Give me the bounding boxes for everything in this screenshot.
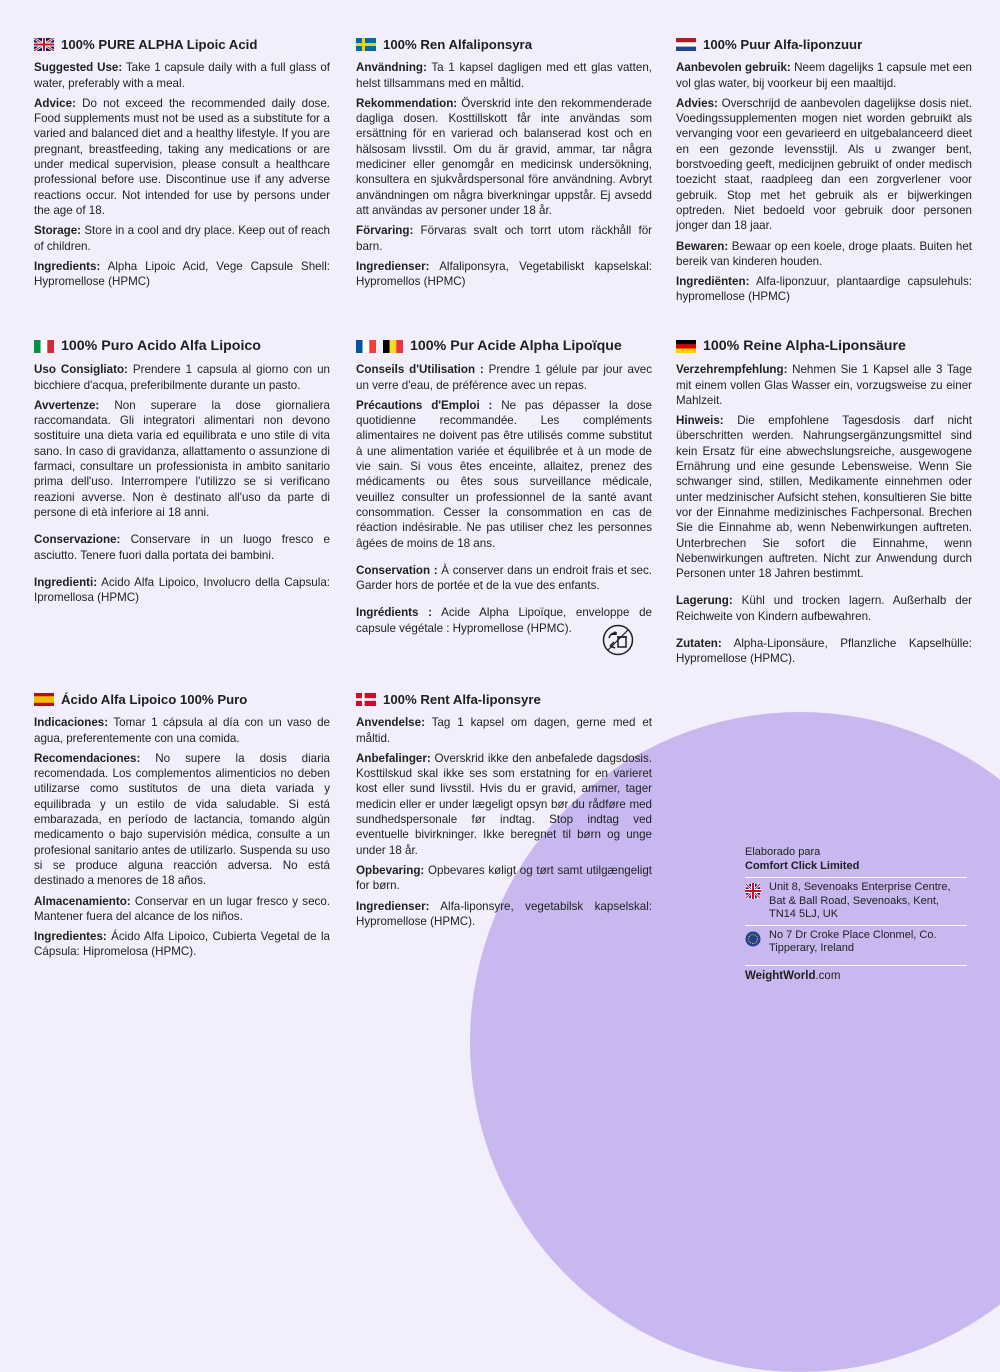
recycle-bin-icon — [602, 624, 634, 656]
section-en — [34, 37, 330, 294]
section-title: 100% Puro Acido Alfa Lipoico — [61, 338, 261, 354]
paragraph-label: Förvaring: — [356, 224, 414, 238]
paragraph-label: Ingredienser: — [356, 259, 430, 273]
italy-flag-icon — [34, 340, 54, 353]
paragraph-text: Prendre 1 gélule par jour avec un verre d'eau, de préférence avec un repas. — [356, 363, 652, 392]
paragraph-label: Lagerung: — [676, 594, 733, 608]
paragraph-text: Kühl und trocken lagern. Außerhalb der Reichweite von Kindern aufbewahren. — [676, 594, 972, 623]
paragraph — [676, 60, 972, 91]
paragraph — [356, 751, 652, 858]
section-title: Ácido Alfa Lipoico 100% Puro — [61, 692, 248, 707]
paragraph-text: Overskrid ikke den anbefalede dagsdosis. Kosttilskud skal ikke ses som erstatning for en varieret kost eller sund livsstil. Hvis du er gravid, ammer, tager medicin eller er under lægeligt opsyn bør du rådføre med sundhedspersonale før indtag. Stop indtag ved eventuelle bivirkninger. Ikke beregnet til børn og unge under 18 år. — [356, 751, 652, 857]
section-heading — [356, 37, 652, 52]
company-name: Comfort Click Limited — [745, 859, 860, 872]
paragraph-label: Ingrédients : — [356, 606, 433, 620]
paragraph — [356, 899, 652, 930]
paragraph — [676, 636, 972, 667]
paragraph — [356, 60, 652, 91]
paragraph — [676, 593, 972, 624]
paragraph — [676, 413, 972, 581]
section-title: 100% Reine Alpha-Liponsäure — [703, 338, 906, 354]
paragraph — [356, 563, 652, 594]
paragraph-text: No supere la dosis diaria recomendada. Los complementos alimenticios no deben utilizarse como sustitutos de una dieta variada y equilibrada y un estilo de vida saludable. Si está embarazada, en período de lactancia, tomando algún medicamento o bajo supervisión médica, consulte a un profesional sanitario antes de utilizarlo. Suspenda su uso si se produce alguna reacción adversa. No está destinado a menores de 18 años. — [34, 751, 330, 888]
manufacturer-info — [745, 846, 967, 983]
paragraph-text: Take 1 capsule daily with a full glass of water, preferably with a meal. — [34, 61, 330, 90]
paragraph-text: Alpha-Liponsäure, Pflanzliche Kapselhülle: Hypromellose (HPMC). — [676, 637, 972, 666]
paragraph-label: Användning: — [356, 61, 427, 75]
paragraph — [34, 715, 330, 746]
section-title: 100% Ren Alfaliponsyra — [383, 37, 533, 52]
paragraph-text: Acide Alpha Lipoïque, enveloppe de capsule végétale : Hypromellose (HPMC). — [356, 606, 652, 635]
brand-name: WeightWorld — [745, 969, 816, 982]
paragraph-label: Advies: — [676, 96, 718, 110]
eu-flag-icon — [745, 931, 761, 947]
section-title: 100% Rent Alfa-liponsyre — [383, 692, 541, 707]
paragraph-text: Opbevares køligt og tørt samt utilgængeligt for børn. — [356, 863, 652, 893]
uk-flag-icon — [34, 38, 54, 51]
paragraph-label: Précautions d'Emploi : — [356, 398, 493, 412]
paragraph-text: Acido Alfa Lipoico, Involucro della Capsula: Ipromellosa (HPMC) — [34, 575, 330, 605]
paragraph-label: Anvendelse: — [356, 716, 425, 730]
paragraph-text: Store in a cool and dry place. Keep out of reach of children. — [34, 224, 330, 253]
paragraph-text: À conserver dans un endroit frais et sec. Garder hors de portée et de la vue des enfants. — [356, 563, 652, 593]
paragraph — [356, 259, 652, 290]
section-heading — [34, 37, 330, 52]
sweden-flag-icon — [356, 38, 376, 51]
paragraph — [356, 362, 652, 393]
denmark-flag-icon — [356, 693, 376, 706]
paragraph-text: Bewaar op een koele, droge plaats. Buiten het bereik van kinderen houden. — [676, 239, 972, 268]
brand-logo — [745, 965, 967, 984]
paragraph — [34, 259, 330, 290]
paragraph-label: Ingredients: — [34, 259, 101, 273]
paragraph-text: Nehmen Sie 1 Kapsel alle 3 Tage mit einem vollen Glas Wasser ein, vorzugsweise zu einer Mahlzeit. — [676, 363, 972, 407]
paragraph-label: Conservazione: — [34, 533, 121, 547]
paragraph-label: Ingredienser: — [356, 899, 430, 913]
paragraph — [34, 223, 330, 254]
section-title: 100% PURE ALPHA Lipoic Acid — [61, 37, 258, 52]
paragraph-text: Neem dagelijks 1 capsule met een vol glas water, bij voorkeur bij een maaltijd. — [676, 61, 972, 90]
paragraph-label: Conservation : — [356, 563, 438, 577]
paragraph-text: Ácido Alfa Lipoico, Cubierta Vegetal de la Cápsula: Hipromelosa (HPMC). — [34, 930, 330, 959]
paragraph — [34, 362, 330, 393]
paragraph-text: Overschrijd de aanbevolen dagelijkse dosis niet. Voedingssupplementen mogen niet worden gebruikt als vervanging voor een gevarieerd en uitgebalanceerd dieet en een gezonde levensstijl. Als u zwanger bent, borstvoeding geeft, medicijnen gebruikt of onder medisch toezicht staat, raadpleeg dan een zorgverlener voor gebruik. Stop met het gebruik als er bijwerkingen optreden. Niet bedoeld voor gebruik door personen jonger dan 18 jaar. — [676, 96, 972, 233]
paragraph — [356, 863, 652, 894]
paragraph-text: Alfa-liponsyre, vegetabilsk kapselskal: Hypromellose (HPMC). — [356, 899, 652, 928]
section-sv — [356, 37, 652, 294]
paragraph-label: Advice: — [34, 96, 76, 110]
spain-flag-icon — [34, 693, 54, 706]
germany-flag-icon — [676, 340, 696, 353]
section-it — [34, 339, 330, 617]
paragraph — [34, 575, 330, 606]
paragraph-label: Rekommendation: — [356, 96, 458, 110]
paragraph-text: Conservar en un lugar fresco y seco. Mantener fuera del alcance de los niños. — [34, 894, 330, 923]
france-flag-icon — [356, 340, 376, 353]
section-nl — [676, 37, 972, 310]
paragraph — [356, 398, 652, 551]
section-heading — [34, 692, 330, 707]
section-heading — [676, 37, 972, 52]
paragraph-text: Alfaliponsyra, Vegetabiliskt kapselskal: Hypromellos (HPMC) — [356, 259, 652, 289]
section-da — [356, 692, 652, 934]
section-heading — [676, 339, 972, 354]
uk-address: Unit 8, Sevenoaks Enterprise Centre, Bat & Ball Road, Sevenoaks, Kent, TN14 5LJ, UK — [769, 881, 951, 920]
section-fr — [356, 339, 652, 648]
paragraph-label: Ingredienti: — [34, 575, 98, 589]
paragraph — [676, 239, 972, 270]
paragraph — [34, 751, 330, 889]
paragraph — [34, 532, 330, 563]
paragraph-label: Ingredientes: — [34, 930, 107, 944]
paragraph — [34, 60, 330, 91]
paragraph-label: Suggested Use: — [34, 61, 123, 75]
eu-address-row — [745, 925, 967, 959]
paragraph-text: Do not exceed the recommended daily dose. Food supplements must not be used as a substitute for a varied and balanced diet and a healthy lifestyle. If you are pregnant, breastfeeding, taking any medications or are under medical supervision, please consult a healthcare professional before use. Discontinue use if any adverse reactions occur. Not intended for use by persons under the age of 18. — [34, 96, 330, 217]
paragraph-text: Ne pas dépasser la dose quotidienne recommandée. Les compléments alimentaires ne doivent pas être utilisés comme substitut à une alimentation variée et équilibrée et à un mode de vie sain. Si vous êtes enceinte, allaitez, prenez des médicaments ou êtes sous surveillance médicale, veuillez consulter un professionnel de la santé avant consommation. Cesser la consommation en cas de réaction indésirable. Ne pas utiliser chez les personnes âgées de moins de 18 ans. — [356, 398, 652, 550]
section-title: 100% Pur Acide Alpha Lipoïque — [410, 338, 622, 354]
uk-address-row — [745, 877, 967, 925]
paragraph-label: Almacenamiento: — [34, 894, 131, 908]
paragraph-text: Prendere 1 capsula al giorno con un bicchiere d'acqua, preferibilmente durante un pasto. — [34, 363, 330, 392]
paragraph — [356, 223, 652, 254]
paragraph-text: Non superare la dose giornaliera raccomandata. Gli integratori alimentari non devono sostituire una dieta varia ed equilibrata e uno stile di vita sano. In caso di gravidanza, allattamento o assunzione di farmaci, consultare un professionista in ambito sanitario prima dell'uso. Interrompere l'utilizzo se si verificano reazioni avverse. Non è destinato all'uso da parte di persone di età inferiore ai 18 anni. — [34, 398, 330, 519]
paragraph-label: Hinweis: — [676, 414, 724, 428]
eu-address: No 7 Dr Croke Place Clonmel, Co. Tipperary, Ireland — [769, 928, 937, 954]
brand-suffix: .com — [815, 969, 841, 982]
paragraph-text: Alfa-liponzuur, plantaardige capsulehuls: hypromellose (HPMC) — [676, 275, 972, 304]
paragraph-label: Storage: — [34, 224, 82, 238]
section-es — [34, 692, 330, 965]
paragraph-text: Ta 1 kapsel dagligen med ett glas vatten, helst tillsammans med en måltid. — [356, 61, 652, 90]
paragraph-text: Överskrid inte den rekommenderade dagliga dosen. Kosttillskott får inte användas som ersättning för en varierad och balanserad kost och en hälsosam livsstil. Om du är gravid, ammar, tar några mediciner eller genomgår en medicinsk undersökning, konsultera en sjukvårdspersonal före användning. Avbryt användningen om några biverkningar uppstår. Ej avsedd att användas av personer under 18 år. — [356, 96, 652, 217]
paragraph-text: Tag 1 kapsel om dagen, gerne med et måltid. — [356, 716, 652, 745]
paragraph-text: Conservare in un luogo fresco e asciutto. Tenere fuori dalla portata dei bambini. — [34, 533, 330, 562]
paragraph-text: Alpha Lipoic Acid, Vege Capsule Shell: Hypromellose (HPMC) — [34, 259, 330, 289]
paragraph-label: Recomendaciones: — [34, 751, 141, 765]
paragraph — [356, 96, 652, 218]
paragraph — [34, 929, 330, 960]
paragraph — [676, 362, 972, 408]
netherlands-flag-icon — [676, 38, 696, 51]
section-heading — [356, 339, 652, 354]
section-heading — [34, 339, 330, 354]
section-heading — [356, 692, 652, 707]
paragraph — [676, 96, 972, 234]
paragraph — [356, 715, 652, 746]
belgium-flag-icon — [383, 340, 403, 353]
made-for-label: Elaborado para — [745, 846, 821, 858]
paragraph-text: Förvaras svalt och torrt utom räckhåll för barn. — [356, 224, 652, 253]
paragraph — [676, 274, 972, 305]
paragraph-label: Avvertenze: — [34, 398, 100, 412]
paragraph-label: Opbevaring: — [356, 863, 425, 877]
paragraph-text: Die empfohlene Tagesdosis darf nicht überschritten werden. Nahrungsergänzungsmittel sind kein Ersatz für eine abwechslungsreiche, ausgewogene Ernährung und eine gesunde Lebensweise. Wenn Sie schwanger sind, stillen, Medikamente einnehmen oder unter medzinischer Aufsicht stehen, konsultieren Sie bitte vor der Einnahme medizinisches Fachpersonal. Brechen Sie die Einnahme ab, wenn Nebenwirkungen auftreten. Unterbrechen Sie sofort die Einnahme, wenn Nebenwirkungen auftreten. Nicht zur Anwendung durch Personen unter 18 Jahren bestimmt. — [676, 414, 972, 581]
paragraph-label: Uso Consigliato: — [34, 363, 128, 377]
uk-flag-icon — [745, 883, 761, 899]
paragraph-label: Conseils d'Utilisation : — [356, 363, 484, 377]
paragraph-label: Ingrediënten: — [676, 275, 750, 289]
section-title: 100% Puur Alfa-liponzuur — [703, 37, 863, 52]
paragraph — [34, 398, 330, 520]
paragraph-label: Bewaren: — [676, 239, 729, 253]
paragraph — [34, 96, 330, 218]
paragraph-label: Verzehrempfehlung: — [676, 363, 788, 377]
paragraph-label: Zutaten: — [676, 637, 722, 651]
section-de — [676, 339, 972, 679]
paragraph — [34, 894, 330, 925]
paragraph-label: Indicaciones: — [34, 716, 109, 730]
paragraph-label: Anbefalinger: — [356, 751, 431, 765]
paragraph-label: Aanbevolen gebruik: — [676, 61, 791, 75]
paragraph-text: Tomar 1 cápsula al día con un vaso de agua, preferentemente con una comida. — [34, 716, 330, 745]
